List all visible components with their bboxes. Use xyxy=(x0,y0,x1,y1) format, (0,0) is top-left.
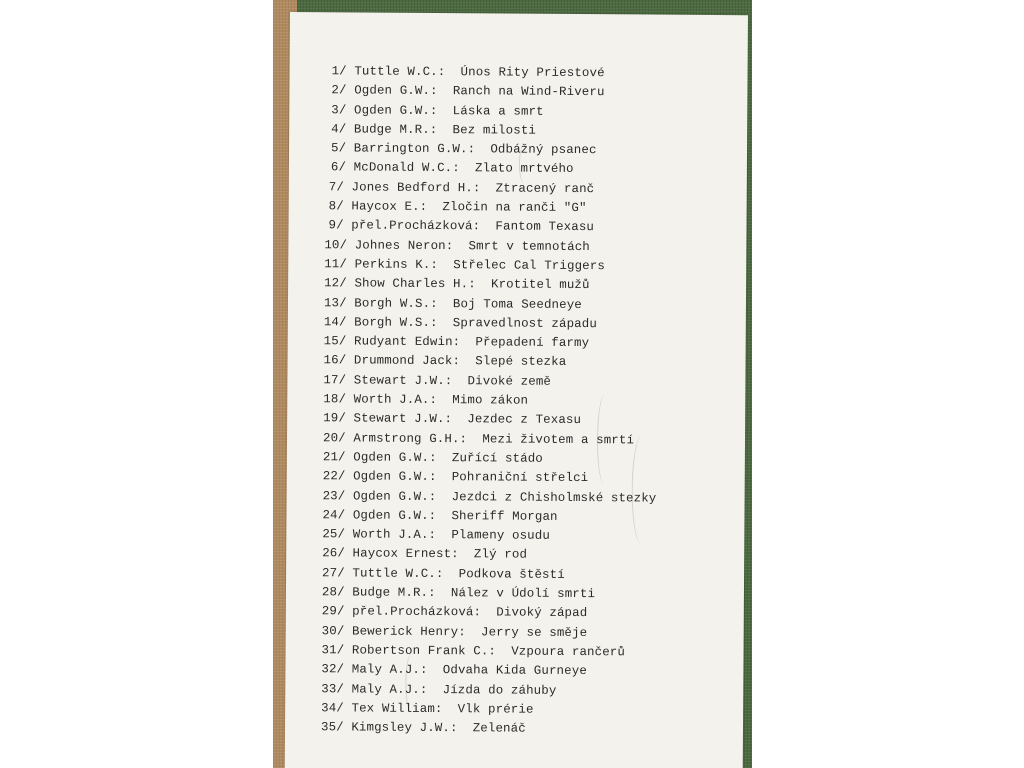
entry-author: Maly A.J.: xyxy=(351,681,428,697)
entry-author: Borgh W.S.: xyxy=(354,315,438,330)
entry-author: Perkins K.: xyxy=(354,257,439,273)
entry-number: 15/ xyxy=(323,334,347,349)
entry-title: Zuřící stádo xyxy=(451,451,543,466)
entry-title: Jízda do záhuby xyxy=(442,682,557,698)
entry-title: Bez milosti xyxy=(452,123,537,138)
typewritten-sheet xyxy=(285,12,748,768)
list-item xyxy=(321,641,655,663)
entry-number: 26/ xyxy=(322,546,346,561)
entry-number: 3/ xyxy=(331,102,347,117)
list-item xyxy=(322,622,656,644)
entry-number: 31/ xyxy=(321,643,345,658)
entry-title: Nález v Údolí smrti xyxy=(450,586,596,602)
entry-title: Divoký západ xyxy=(496,605,588,621)
entry-author: přel.Procházková: xyxy=(352,604,482,620)
list-item xyxy=(324,332,658,354)
list-item xyxy=(331,101,659,123)
entry-title: Divoké země xyxy=(467,373,552,389)
entry-title: Jezdci z Chisholmské stezky xyxy=(451,489,657,506)
entry-author: Ogden G.W.: xyxy=(354,83,438,99)
list-item xyxy=(329,197,659,219)
entry-number: 7/ xyxy=(328,180,344,195)
entry-title: Jerry se směje xyxy=(480,624,588,640)
entry-number: 13/ xyxy=(323,295,347,310)
entry-number: 33/ xyxy=(321,681,345,696)
list-item xyxy=(328,217,658,239)
entry-author: Robertson Frank C.: xyxy=(351,643,497,659)
entry-title: Zločin na ranči "G" xyxy=(442,200,587,216)
entry-author: McDonald W.C.: xyxy=(353,160,460,176)
list-item xyxy=(323,429,657,451)
list-item xyxy=(322,603,656,625)
list-item xyxy=(323,487,657,509)
list-item xyxy=(322,564,656,586)
entry-author: Jones Bedford H.: xyxy=(351,180,481,196)
entry-author: Armstrong G.H.: xyxy=(353,431,468,446)
entry-title: Láska a smrt xyxy=(452,103,544,119)
entry-title: Smrt v temnotách xyxy=(468,238,590,254)
entry-title: Plameny osudu xyxy=(451,528,551,543)
entry-number: 2/ xyxy=(331,83,347,98)
entry-author: Tuttle W.C.: xyxy=(352,566,444,581)
entry-number: 19/ xyxy=(323,411,346,426)
entry-number: 30/ xyxy=(321,623,345,639)
entry-number: 9/ xyxy=(328,218,344,233)
list-item xyxy=(331,82,659,104)
entry-author: Show Charles H.: xyxy=(354,276,476,292)
book-list xyxy=(321,62,660,740)
entry-author: Rudyant Edwin: xyxy=(354,334,461,350)
list-item xyxy=(321,660,655,682)
list-item xyxy=(331,139,659,161)
entry-number: 6/ xyxy=(330,160,347,175)
entry-number: 8/ xyxy=(328,199,344,214)
entry-number: 12/ xyxy=(324,276,347,291)
list-item xyxy=(323,467,657,489)
list-item xyxy=(321,680,655,702)
entry-title: Sheriff Morgan xyxy=(451,508,558,524)
list-item xyxy=(321,699,655,721)
entry-author: Bewerick Henry: xyxy=(351,624,466,639)
entry-author: Ogden G.W.: xyxy=(353,469,437,485)
list-item xyxy=(324,255,658,277)
entry-title: Podkova štěstí xyxy=(458,566,565,582)
entry-author: Borgh W.S.: xyxy=(354,296,438,311)
entry-title: Odvaha Kida Gurneye xyxy=(442,663,587,679)
list-item xyxy=(323,390,657,412)
entry-number: 22/ xyxy=(322,469,346,484)
entry-title: Ztracený ranč xyxy=(495,181,595,196)
list-item xyxy=(321,718,655,740)
entry-number: 4/ xyxy=(331,122,347,137)
entry-author: Ogden G.W.: xyxy=(353,450,437,465)
list-item xyxy=(323,371,657,393)
entry-author: Stewart J.W.: xyxy=(353,411,453,427)
entry-title: Mezi životem a smrtí xyxy=(482,431,635,448)
entry-number: 25/ xyxy=(322,527,346,542)
list-item xyxy=(331,159,659,181)
entry-number: 5/ xyxy=(330,141,347,156)
list-item xyxy=(323,352,657,374)
entry-author: přel.Procházková: xyxy=(351,218,481,234)
list-item xyxy=(324,294,658,316)
entry-number: 29/ xyxy=(321,604,345,619)
entry-author: Kimgsley J.W.: xyxy=(351,720,458,736)
entry-author: Ogden G.W.: xyxy=(352,508,437,523)
list-item xyxy=(323,448,657,470)
entry-number: 24/ xyxy=(322,508,346,523)
list-item xyxy=(322,525,656,547)
entry-author: Budge M.R.: xyxy=(352,585,436,601)
list-item xyxy=(322,545,656,567)
entry-author: Barrington G.W.: xyxy=(353,141,476,157)
entry-number: 1/ xyxy=(331,64,347,79)
entry-number: 34/ xyxy=(321,701,344,716)
entry-number: 28/ xyxy=(321,585,345,600)
list-item xyxy=(332,62,660,84)
entry-number: 14/ xyxy=(323,315,347,330)
list-item xyxy=(324,236,658,258)
entry-author: Budge M.R.: xyxy=(353,122,438,137)
list-item xyxy=(322,583,656,605)
entry-number: 11/ xyxy=(324,257,348,272)
list-item xyxy=(323,410,657,432)
list-item xyxy=(322,506,656,528)
list-item xyxy=(331,120,659,142)
entry-title: Přepadení farmy xyxy=(475,335,590,351)
entry-number: 35/ xyxy=(320,720,344,735)
entry-number: 23/ xyxy=(322,488,346,503)
entry-author: Worth J.A.: xyxy=(352,527,437,543)
entry-author: Stewart J.W.: xyxy=(353,373,453,388)
entry-title: Zlato mrtvého xyxy=(475,161,574,177)
entry-author: Ogden G.W.: xyxy=(352,488,437,504)
entry-author: Johnes Neron: xyxy=(354,238,454,253)
entry-title: Boj Toma Seedneye xyxy=(452,296,582,312)
entry-title: Střelec Cal Triggers xyxy=(453,258,605,274)
entry-number: 18/ xyxy=(323,392,347,407)
entry-title: Vzpoura rančerů xyxy=(511,644,626,660)
entry-author: Ogden G.W.: xyxy=(354,103,438,118)
entry-author: Maly A.J.: xyxy=(351,662,428,678)
entry-title: Vlk prérie xyxy=(457,701,534,717)
entry-title: Pohraniční střelci xyxy=(451,470,589,486)
entry-title: Zelenáč xyxy=(472,721,526,736)
entry-number: 16/ xyxy=(323,353,347,368)
list-item xyxy=(329,178,659,200)
entry-title: Fantom Texasu xyxy=(495,219,595,235)
entry-number: 21/ xyxy=(322,450,346,465)
entry-title: Spravedlnost západu xyxy=(452,316,598,332)
entry-author: Tuttle W.C.: xyxy=(354,64,446,80)
entry-author: Haycox E.: xyxy=(351,199,428,215)
entry-title: Mimo zákon xyxy=(452,393,529,408)
entry-number: 17/ xyxy=(323,372,347,388)
entry-author: Drummond Jack: xyxy=(353,353,461,369)
entry-title: Jezdec z Texasu xyxy=(467,412,582,428)
entry-title: Ranch na Wind-Riveru xyxy=(452,84,605,100)
list-item xyxy=(324,275,658,297)
entry-author: Worth J.A.: xyxy=(353,392,438,408)
entry-number: 32/ xyxy=(321,662,345,677)
entry-title: Odbážný psanec xyxy=(490,142,597,158)
entry-number: 20/ xyxy=(322,430,346,446)
entry-number: 27/ xyxy=(322,565,345,581)
entry-title: Únos Rity Priestové xyxy=(460,65,605,81)
entry-author: Haycox Ernest: xyxy=(352,546,459,562)
entry-title: Krotitel mužů xyxy=(490,277,590,293)
entry-number: 10/ xyxy=(324,237,348,253)
entry-title: Zlý rod xyxy=(473,547,528,563)
entry-author: Tex William: xyxy=(351,701,443,716)
entry-title: Slepé stezka xyxy=(475,354,567,370)
list-item xyxy=(324,313,658,335)
